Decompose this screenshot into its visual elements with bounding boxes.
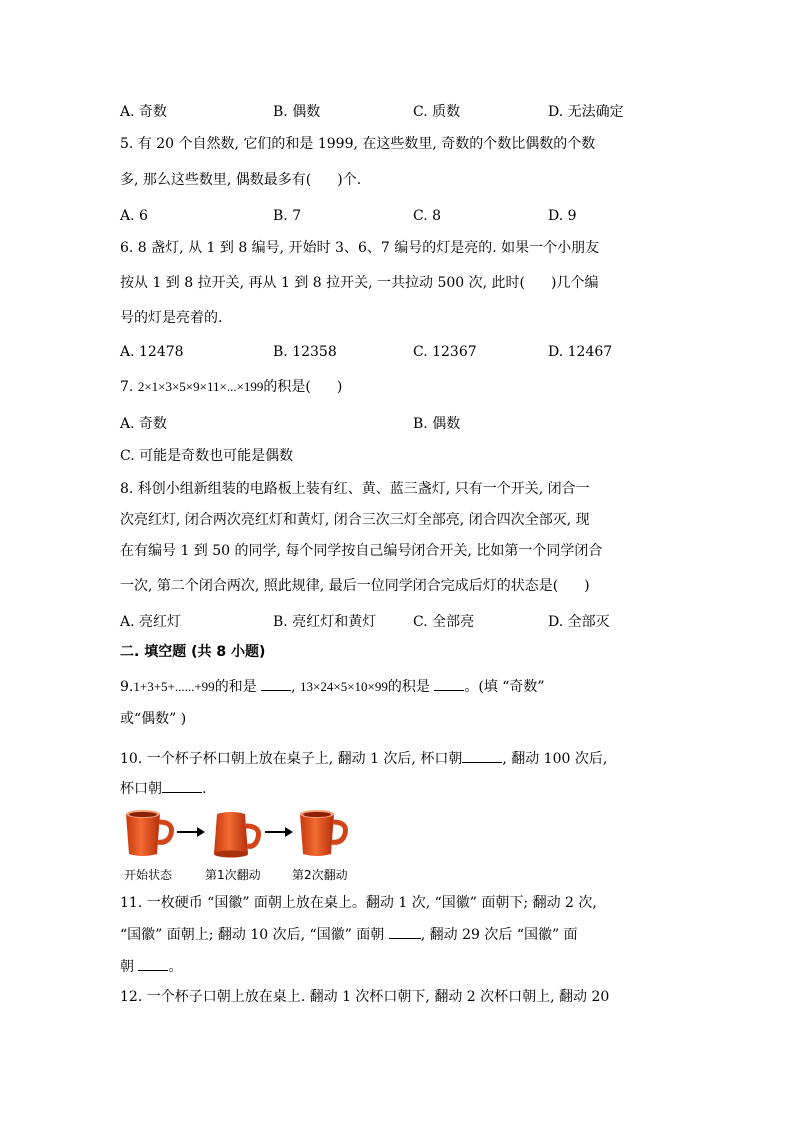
q8-option-c[interactable]: C. 全部亮 bbox=[413, 614, 475, 630]
q9-mid-2: 的积是 bbox=[387, 679, 430, 695]
q10-line2 bbox=[120, 778, 206, 799]
q9-expression-2: 13×24×5×10×99 bbox=[300, 679, 388, 694]
q6-option-b[interactable]: B. 12358 bbox=[273, 344, 337, 360]
q6-line2-pre: 按从 1 到 8 拉开关, 再从 1 到 8 拉开关, 一共拉动 500 次, 此时( bbox=[120, 275, 526, 291]
q10-line1-pre: 10. 一个杯子杯口朝上放在桌子上, 翻动 1 次后, 杯口朝 bbox=[120, 751, 463, 767]
q10-blank-2[interactable] bbox=[162, 778, 202, 793]
q5-line2-pre: 多, 那么这些数里, 偶数最多有( bbox=[120, 172, 312, 188]
q6-line2-post: )几个编 bbox=[551, 275, 599, 291]
q5-line2 bbox=[120, 170, 361, 190]
section-2-heading: 二. 填空题 (共 8 小题) bbox=[120, 644, 266, 660]
q8-option-d[interactable]: D. 全部灭 bbox=[548, 614, 610, 630]
q6-line2 bbox=[120, 273, 598, 293]
q11-blank-1[interactable] bbox=[389, 924, 421, 939]
q9-mid-1: 的和是 bbox=[214, 679, 257, 695]
q10-line2-pre: 杯口朝 bbox=[120, 781, 162, 797]
q8-line4-pre: 一次, 第二个闭合两次, 照此规律, 最后一位同学闭合完成后灯的状态是( bbox=[120, 578, 559, 594]
q7-option-a[interactable]: A. 奇数 bbox=[120, 416, 168, 432]
q10-line2-post: . bbox=[202, 781, 207, 797]
q11-line3-pre: 朝 bbox=[120, 959, 134, 975]
q8-line2: 次亮红灯, 闭合两次亮红灯和黄灯, 闭合三次三灯全部亮, 闭合四次全部灭, 现 bbox=[120, 512, 590, 528]
q9-blank-2[interactable] bbox=[434, 676, 464, 691]
arrow-right-icon bbox=[177, 826, 205, 838]
q9-blank-1[interactable] bbox=[261, 676, 291, 691]
q11-line3 bbox=[120, 956, 182, 977]
q9-line2: 或“偶数” ) bbox=[120, 711, 187, 727]
q5-line2-post: )个. bbox=[337, 172, 362, 188]
q12-line1: 12. 一个杯子口朝上放在桌上. 翻动 1 次杯口朝下, 翻动 2 次杯口朝上, 翻动 20 bbox=[120, 989, 610, 1005]
q11-line1: 11. 一枚硬币 “国徽” 面朝上放在桌上。翻动 1 次, “国徽” 面朝下; 翻动 2 次, bbox=[120, 895, 597, 911]
q11-line3-post: 。 bbox=[168, 959, 183, 975]
caption-second-flip: 第2次翻动 bbox=[292, 868, 348, 882]
caption-start-state: 开始状态 bbox=[124, 868, 173, 882]
q7-expression: 2×1×3×5×9×11×...×199 bbox=[137, 379, 264, 394]
q11-line2-pre: “国徽” 面朝上; 翻动 10 次后, “国徽” 面朝 bbox=[120, 927, 385, 943]
q11-line2 bbox=[120, 924, 578, 945]
q8-line4-post: ) bbox=[584, 578, 590, 594]
q8-option-a[interactable]: A. 亮红灯 bbox=[120, 614, 182, 630]
q7-line bbox=[120, 377, 342, 397]
q7-text-pre: 的积是( bbox=[263, 379, 311, 395]
cup-upright-icon bbox=[120, 808, 176, 860]
q5-option-b[interactable]: B. 7 bbox=[273, 208, 302, 224]
q9-line1: 9.1+3+5+......+99的和是 , 13×24×5×10×99的积是 。(填 “奇数” bbox=[120, 676, 545, 697]
q4-option-c[interactable]: C. 质数 bbox=[413, 104, 461, 120]
q5-option-a[interactable]: A. 6 bbox=[120, 208, 148, 224]
q10-blank-1[interactable] bbox=[462, 748, 502, 763]
q9-expression-1: 1+3+5+......+99 bbox=[133, 679, 215, 694]
q7-option-b[interactable]: B. 偶数 bbox=[413, 416, 461, 432]
q6-option-d[interactable]: D. 12467 bbox=[548, 344, 613, 360]
q4-option-d[interactable]: D. 无法确定 bbox=[548, 104, 624, 120]
q10-line1 bbox=[120, 748, 607, 769]
q11-blank-2[interactable] bbox=[138, 956, 168, 971]
q5-option-d[interactable]: D. 9 bbox=[548, 208, 577, 224]
q5-option-c[interactable]: C. 8 bbox=[413, 208, 442, 224]
q6-line1: 6. 8 盏灯, 从 1 到 8 编号, 开始时 3、6、7 编号的灯是亮的. 如果一个小朋友 bbox=[120, 240, 600, 256]
q8-option-b[interactable]: B. 亮红灯和黄灯 bbox=[273, 614, 377, 630]
cup-upright-icon bbox=[294, 808, 350, 860]
q4-option-b[interactable]: B. 偶数 bbox=[273, 104, 321, 120]
q6-option-a[interactable]: A. 12478 bbox=[120, 344, 184, 360]
q8-line3: 在有编号 1 到 50 的同学, 每个同学按自己编号闭合开关, 比如第一个同学闭合 bbox=[120, 543, 603, 559]
q9-tail: 。(填 “奇数” bbox=[464, 679, 545, 695]
q11-line2-mid: , 翻动 29 次后 “国徽” 面 bbox=[420, 927, 578, 943]
arrow-right-icon bbox=[265, 826, 293, 838]
q7-text-post: ) bbox=[336, 379, 343, 395]
q6-line3: 号的灯是亮着的. bbox=[120, 310, 223, 326]
q7-number: 7. bbox=[120, 379, 134, 395]
q4-option-a[interactable]: A. 奇数 bbox=[120, 104, 168, 120]
q9-number: 9. bbox=[120, 679, 134, 695]
cup-flipped-icon bbox=[208, 808, 264, 860]
q8-line4 bbox=[120, 576, 590, 596]
q8-line1: 8. 科创小组新组装的电路板上装有红、黄、蓝三盏灯, 只有一个开关, 闭合一 bbox=[120, 481, 590, 497]
q6-option-c[interactable]: C. 12367 bbox=[413, 344, 477, 360]
caption-first-flip: 第1次翻动 bbox=[205, 868, 261, 882]
q7-option-c[interactable]: C. 可能是奇数也可能是偶数 bbox=[120, 448, 294, 464]
q10-line1-mid: , 翻动 100 次后, bbox=[502, 751, 608, 767]
q5-line1: 5. 有 20 个自然数, 它们的和是 1999, 在这些数里, 奇数的个数比偶数的个数 bbox=[120, 136, 596, 152]
